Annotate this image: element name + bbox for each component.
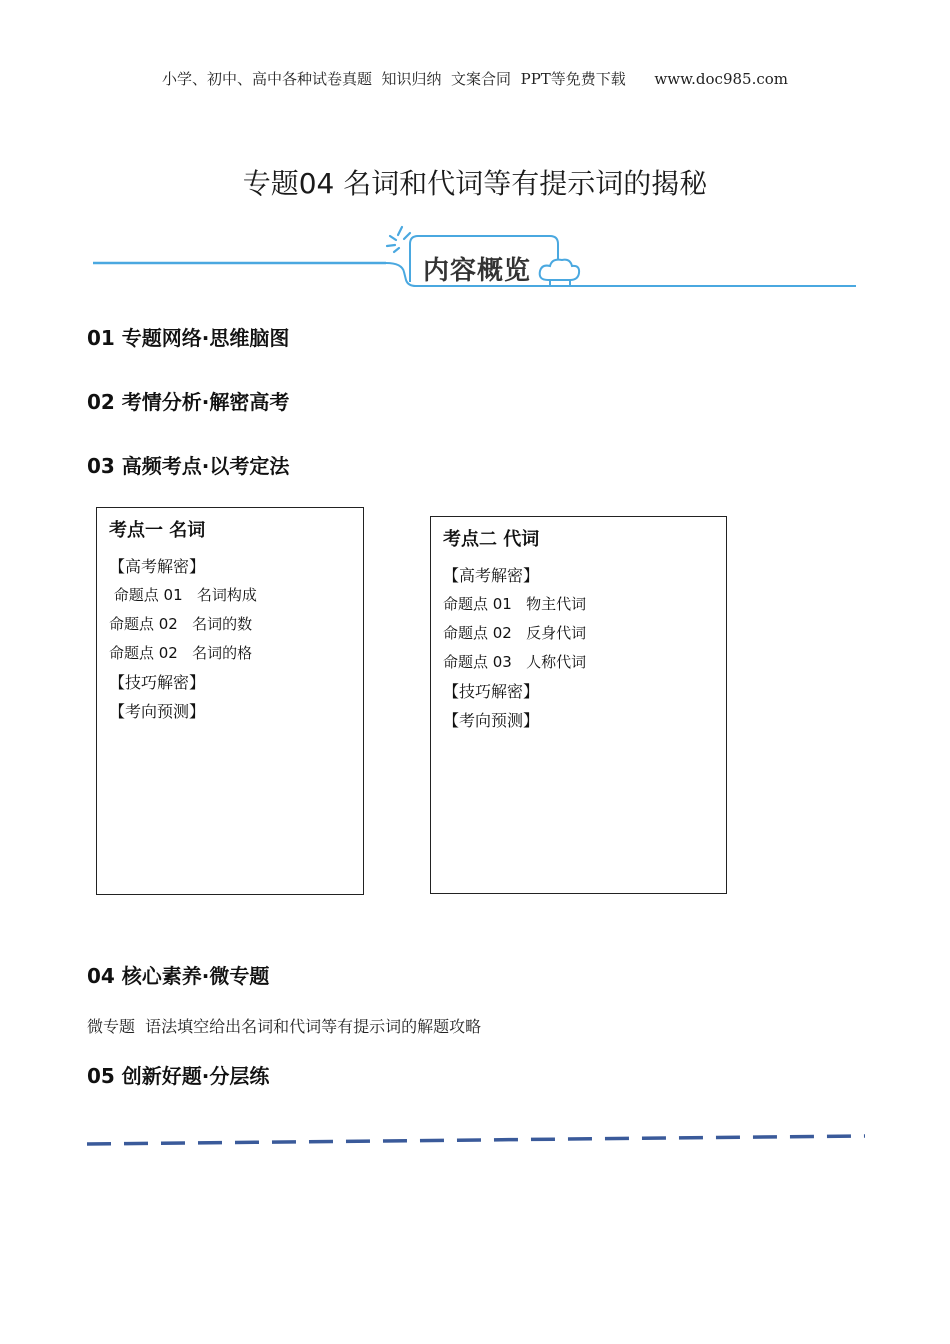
section-03: 03 高频考点·以考定法 — [87, 454, 290, 478]
sparkle-icon — [387, 227, 410, 252]
box-line: 【高考解密】 — [109, 557, 206, 576]
box-line: 命题点 01 名词构成 — [109, 586, 257, 604]
dashed-divider — [85, 1128, 870, 1148]
micro-topic-text: 微专题 语法填空给出名词和代词等有提示词的解题攻略 — [87, 1017, 482, 1036]
box-line: 命题点 02 名词的格 — [109, 644, 253, 662]
box-line: 命题点 02 反身代词 — [443, 624, 587, 642]
box-line: 【技巧解密】 — [109, 673, 206, 692]
box-title: 考点一 名词 — [109, 520, 206, 541]
section-05: 05 创新好题·分层练 — [87, 1064, 270, 1088]
header-text: 小学、初中、高中各种试卷真题 知识归纳 文案合同 PPT等免费下载 — [161, 70, 626, 88]
header-url[interactable]: www.doc985.com — [654, 70, 788, 88]
box-line: 【考向预测】 — [109, 702, 206, 721]
section-01: 01 专题网络·思维脑图 — [87, 326, 290, 350]
topic-box-pronouns — [430, 516, 727, 894]
box-line: 命题点 01 物主代词 — [443, 595, 587, 613]
page-title: 专题04 名词和代词等有提示词的揭秘 — [242, 167, 708, 200]
section-02: 02 考情分析·解密高考 — [87, 390, 290, 414]
box-title: 考点二 代词 — [443, 529, 540, 550]
topic-box-nouns — [96, 507, 364, 895]
chef-hat-icon — [540, 260, 579, 286]
page-header — [0, 68, 950, 89]
box-line: 命题点 03 人称代词 — [443, 653, 587, 671]
box-line: 【技巧解密】 — [443, 682, 540, 701]
section-04: 04 核心素养·微专题 — [87, 964, 270, 988]
box-line: 【高考解密】 — [443, 566, 540, 585]
box-line: 【考向预测】 — [443, 711, 540, 730]
box-line: 命题点 02 名词的数 — [109, 615, 253, 633]
banner-label: 内容概览 — [423, 256, 532, 286]
